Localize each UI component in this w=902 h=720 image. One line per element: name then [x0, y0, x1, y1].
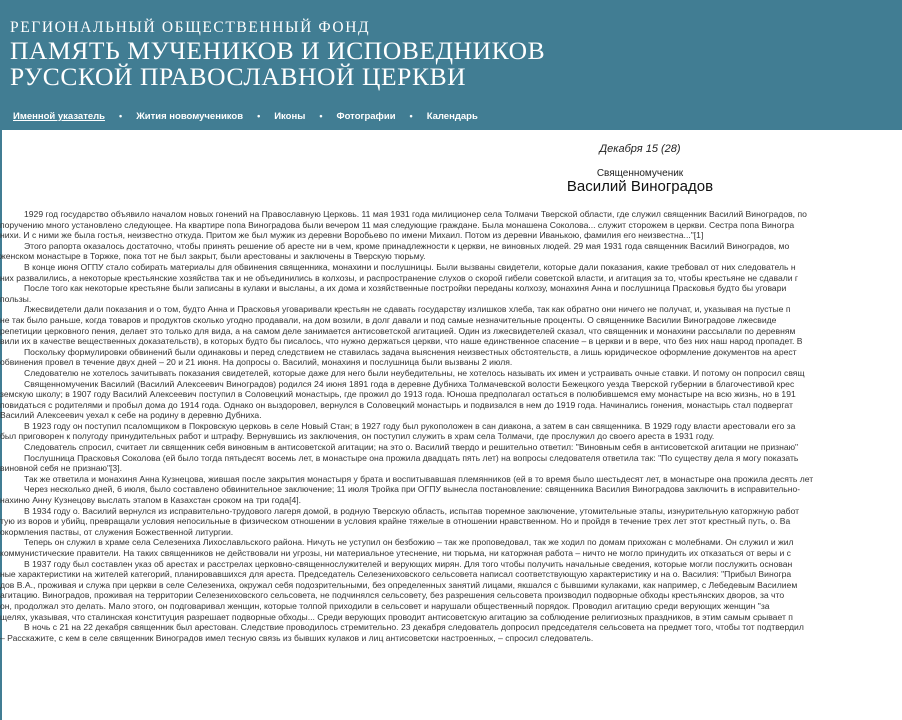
nav-separator: • — [319, 111, 323, 121]
article-line: окормления паствы, от служения Божественной литургии. — [0, 526, 234, 537]
article-line: них развалились, а некоторые крестьянские хозяйства так и не объединились в колхозы, и распространение слухов о скорой гибели советской власти, и агитация за то, чтобы крестьяне не сдавали г — [0, 272, 799, 283]
nav-item-icons[interactable]: Иконы — [274, 111, 306, 122]
nav-item-photos[interactable]: Фотографии — [336, 111, 396, 122]
article-line: агитацию. Виноградов, проживая на территории Селезениховского сельсовета, не подчинялся сельсовету, без разрешения сельсовета производил подворные обходы крестьянских дворов, за что — [0, 590, 785, 601]
site-header — [0, 0, 902, 130]
article-line: женском монастыре в Торжке, пока тот не был закрыт, были арестованы и заключены в Тверскую тюрьму. — [0, 251, 426, 262]
site-title-line-2[interactable]: РУССКОЙ ПРАВОСЛАВНОЙ ЦЕРКВИ — [10, 62, 467, 91]
article-line: репетиции церковного пения, делает это только для вида, а на самом деле занимается антисоветской агитацией. Один из лжесвидетелей сказал, что священник и монахини рассылали по деревням — [0, 325, 796, 336]
article-line: не так было раньше, когда товаров и продуктов сколько угодно продавали, на дом возили, в долг давали и под самые незначительные проценты. О священнике Василии Виноградове лжесвиде — [0, 314, 777, 325]
article-line: Через несколько дней, 6 июля, было составлено обвинительное заключение; 11 июля Тройка при ОГПУ вынесла постановление: священника Василия Виноградова заключить в исправительно- — [24, 484, 801, 495]
article-line: Послушница Прасковья Соколова (ей было тогда пятьдесят восемь лет, в монастыре она прожила двадцать пять лет) на вопросы следователя ответила так: "По существу дела я могу показать — [24, 452, 799, 463]
article-line: повидаться с родителями и пробыл дома до 1914 года. Однако он выздоровел, вернулся в Соловецкий монастырь и подвизался в нем до 1919 года. Начинались гонения, монастырь стал подвергат — [0, 399, 793, 410]
article-line: он, продолжал это делать. Мало этого, он подговаривал женщин, которые толпой приходили в сельсовет и нарушали общественный порядок. Проводил агитацию среди верующих женщин "за — [0, 600, 770, 611]
article-line: После того как некоторые крестьяне были записаны в кулаки и высланы, а их дома и хозяйственные постройки переданы колхозу, монахиня Анна и послушница Прасковья будто бы уговари — [24, 283, 787, 294]
article-line: щелях, указывая, что сталинская конституция разрешает подворные обходы... Среди верующих проводит антисоветскую агитацию за соблюдение религиозных праздников, в этим самым срывает п — [0, 611, 793, 622]
article-line: пользы. — [0, 293, 32, 304]
article-line: Этого рапорта оказалось достаточно, чтобы принять решение об аресте ни в чем, кроме принадлежности к церкви, не виновных людей. 29 мая 1931 года священник Василий Виноградов, мо — [24, 240, 790, 251]
article-line: В 1934 году о. Василий вернулся из исправительно-трудового лагеря домой, в родную Тверскую область, испытав тюремное заключение, утомительные этапы, изнурительную каторжную работ — [24, 505, 800, 516]
article-line: В 1923 году он поступил псаломщиком в Покровскую церковь в селе Новый Стан; в 1927 году был рукоположен в сан диакона, а затем в сан священника. В 1929 году власти арестовали его за — [24, 420, 796, 431]
article-line: 1929 год государство объявило началом новых гонений на Православную Церковь. 11 мая 1931 года милиционер села Толмачи Тверской области, где служил священник Василий Виноградов, по — [24, 209, 807, 219]
article-line: нихи. И с ними же была гостья, неизвестно откуда. Притом же был мужик из деревни Воробьево по имени Михаил. Потом из деревни Иванькою, фамилия его неизвестна..."[1] — [0, 230, 704, 241]
article-line: В ночь с 21 на 22 декабря священник был арестован. Следствие проводилось стремительно. 23 декабря следователь допросил председателя сельсовета на предмет того, чтобы тот подтвердил — [24, 622, 804, 633]
saint-name: Василий Виноградов — [566, 178, 714, 195]
article-line: Теперь он служил в храме села Селезениха Лихославльского района. Ничуть не уступил он безбожию – так же проповедовал, так же ходил по домам прихожан с молебнами. Он служил и жил — [24, 537, 794, 548]
article-line: Василий Алексеевич уехал к себе на родину в деревню Дубниха. — [0, 410, 262, 421]
article-line: виновной себя не признаю"[3]. — [0, 463, 122, 474]
article-line: – Расскажите, с кем в селе священник Виноградов имел тесную связь из бывших кулаков и лиц антисоветски настроенных, – спросил следователь. — [0, 632, 594, 643]
saint-type: Священномученик — [596, 168, 684, 179]
article-line: Лжесвидетели дали показания и о том, будто Анна и Прасковья уговаривали крестьян не сдавать государству излишков хлеба, так как обратно они ничего не получат, и, указывая на пустые п — [24, 304, 791, 315]
article-date: Декабря 15 (28) — [599, 143, 681, 155]
site-title[interactable] — [10, 38, 545, 90]
article-line: Священномученик Василий (Василий Алексеевич Виноградов) родился 24 июня 1891 года в деревне Дубниха Толмачевской волости Бежецкого уезда Тверской губернии в благочестивой крес — [24, 378, 795, 389]
site-title-line-1[interactable]: ПАМЯТЬ МУЧЕНИКОВ И ИСПОВЕДНИКОВ — [10, 36, 546, 65]
article-line: вили их в качестве вещественных доказательств), в которых будто бы писалось, что нужно держаться церкви, что наше единственное спасение – в церкви и в вере, что без них наш народ пропадет. В — [0, 336, 803, 347]
article-line: нахиню Анну Кузнецову выслать этапом в Казахстан сроком на три года[4]. — [0, 495, 302, 506]
nav-item-name-index[interactable]: Именной указатель — [13, 111, 106, 122]
article-line: Так же ответила и монахиня Анна Кузнецова, жившая после закрытия монастыря у брата и воспитывавшая племянников (ей в то время было шестьдесят лет, в монастыре она прожила десять лет — [24, 473, 814, 484]
article-line: дов В.А., проживая и служа при церкви в селе Селезениха, окружал себя подозрительными, без определенных занятий лицами, якшался с бывшими кулаками, как например, с Лебедевым Василием — [0, 579, 798, 590]
nav-separator: • — [257, 111, 261, 121]
org-name: РЕГИОНАЛЬНЫЙ ОБЩЕСТВЕННЫЙ ФОНД — [10, 19, 371, 36]
article-line: земскую школу; в 1907 году Василий Алексеевич поступил в Соловецкий монастырь, где прожил до 1913 года. Юноша предполагал остаться в полюбившемся ему монастыре на всю жизнь, но в 191 — [0, 389, 796, 400]
main-nav — [13, 111, 478, 122]
article-body — [0, 209, 902, 643]
article-line: В конце июня ОГПУ стало собирать материалы для обвинения священника, монахини и послушницы. Были вызваны свидетели, которые дали показания, какие требовал от них следователь н — [24, 261, 796, 272]
nav-item-lives[interactable]: Жития новомучеников — [136, 111, 244, 122]
article-line: обвинения провел в течение двух дней – 20 и 21 июня. На допросы о. Василий, монахиня и послушница были вызваны 2 июля. — [0, 357, 513, 368]
article-line: был приговорен к полугоду принудительных работ и штрафу. Вернувшись из заключения, он поступил служить в храм села Толмачи, где прослужил до своего ареста в 1931 году. — [0, 431, 715, 442]
article-line: ные характеристики на жителей категорий, планировавшихся для ареста. Председатель Селезениховского сельсовета написал соответствующую характеристику и на о. Василия: "Прибыл Виногра — [0, 569, 792, 580]
nav-item-calendar[interactable]: Календарь — [426, 111, 478, 122]
article-line: поручению много установлено следующее. На квартире попа Виноградова были вечером 11 мая следующие граждане. Была монашена Соколова... служит сторожем в церкви. Сестра попа Виногра — [0, 219, 795, 230]
article-line: Следователь спросил, считает ли священник себя виновным в антисоветской агитации; на это о. Василий твердо и решительно ответил: "Виновным себя в антисоветской агитации не признаю" — [24, 442, 799, 453]
article-line: Следователю не хотелось зачитывать показания свидетелей, которые даже для него были неубедительны, не хотелось называть их имен и устраивать очные ставки. И потому он попросил свящ — [24, 367, 805, 378]
article-line: тую из воров и убийц, превращали условия непосильные в физическом отношении в условия крайне тяжелые в отношении нравственном. Но и пройдя в течение трех лет этот крестный путь, о. Ва — [0, 516, 791, 527]
article-line: коммунистические правители. На таких священников не действовали ни угрозы, ни материальное утеснение, ни тюрьма, ни каторжная работа – ничто не могло принудить их отказаться от веры и с — [0, 548, 791, 558]
article-line: В 1937 году был составлен указ об арестах и расстрелах церковно-священнослужителей и верующих мирян. Для того чтобы получить начальные сведения, которые могли послужить основан — [24, 558, 793, 569]
nav-separator: • — [409, 111, 413, 121]
nav-separator: • — [119, 111, 123, 121]
article-line: Поскольку формулировки обвинений были одинаковы и перед следствием не ставилась задача выяснения неизвестных обстоятельств, а лишь юридическое оформление документов на арест — [24, 346, 797, 357]
